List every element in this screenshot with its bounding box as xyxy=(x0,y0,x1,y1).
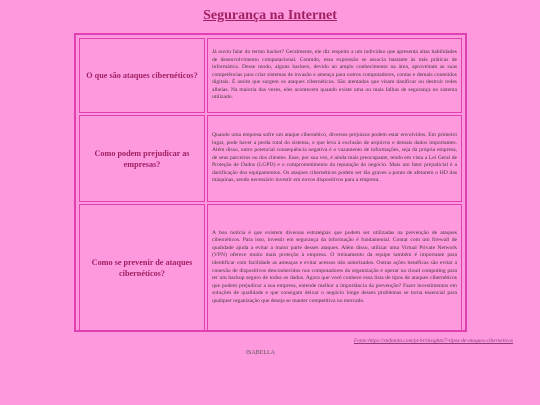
answer-cell: A boa notícia é que existem diversas estratégias que podem ser utilizadas na prevenção de ataques cibernéticos. Para isso, investir em segurança da informação é fundamental. Contar com um firewall de qualidade ajuda a evitar a maior parte desses ataques. Além disso, utilizar uma Virtual Private Network (VPN) oferece muito mais proteção à empresa. O treinamento da equipe também é importante para identificar com facilidade as ameaças e evitar acessos não autorizados. Outras ações benéficas são evitar a conexão de dispositivos desconhecidos nos computadores da organização e operar na cloud computing para ter um backup seguro de todos os dados. Agora que você conhece essa lista de tipos de ataques cibernéticos que podem prejudicar a sua empresa, entende melhor a importância da prevenção? Fazer investimentos em soluções de qualidade e que consigam deixar o negócio longe desses problemas se torna essencial para qualquer organização que deseja se manter competitiva no mercado. xyxy=(207,204,462,331)
question-cell: Como se prevenir de ataques cibernéticos? xyxy=(79,204,205,331)
source-link[interactable]: Fonte:https://stefanini.com/pt-br/insights/7-tipos-de-ataques-ciberneticos xyxy=(353,338,513,344)
answer-cell: Já ouviu falar do termo hacker? Geralmente, ele diz respeito a um indivíduo que apresenta altas habilidades de desenvolvimento computacional. Contudo, essa expressão se associa bastante às más práticas de informática. Desse modo, alguns hackers, devido ao amplo conhecimento na área, aproveitam as suas competências para criar sistemas de invasão e ameaça para outros computadores, contas e demais conteúdos digitais. É assim que surgem os ataques cibernéticos. São atentados que visam danificar ou destruir redes alheias. Na maioria das vezes, eles acontecem quando existe uma ou mais falhas de segurança no sistema utilizado. xyxy=(207,38,462,113)
author-name: ISABELLA xyxy=(246,350,275,356)
question-cell: O que são ataques cibernéticos? xyxy=(79,38,205,113)
page-title: Segurança na Internet xyxy=(203,8,337,23)
info-table xyxy=(74,33,467,332)
answer-cell: Quando uma empresa sofre um ataque cibernético, diversos prejuízos podem estar envolvidos. Em primeiro lugar, pode haver a perda total do sistema, o que leva à exclusão de arquivos e demais dados importantes. Além disso, outro potencial consequência negativa é o vazamento de informações, seja da própria empresa, de seus parceiros ou dos clientes. Esse, por sua vez, é ainda mais preocupante, tendo em vista a Lei Geral de Proteção de Dados (LGPD) e o comprometimento da reputação do negócio. Mais um fator prejudicial é a danificação dos equipamentos. Os ataques cibernéticos podem ser tão graves a ponto de afetarem o HD das máquinas, sendo necessário investir em novos dispositivos para a empresa. xyxy=(207,115,462,202)
question-cell: Como podem prejudicar as empresas? xyxy=(79,115,205,202)
table-row xyxy=(79,204,462,331)
table-row xyxy=(79,38,462,113)
table-row xyxy=(79,115,462,202)
